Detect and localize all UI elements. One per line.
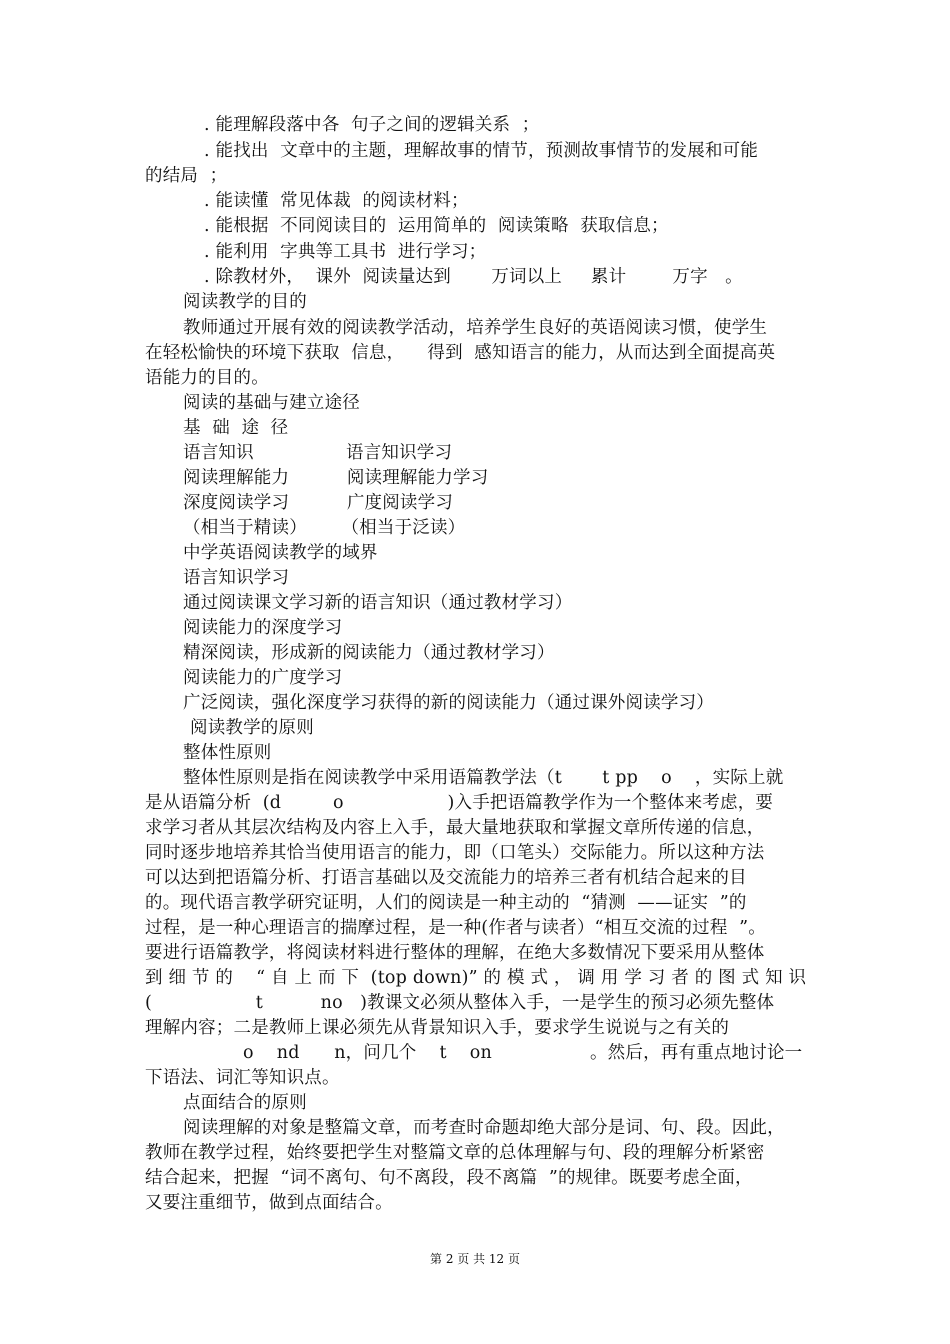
text-line: 点面结合的原则 <box>183 1093 307 1113</box>
text-line: 语言知识学习 <box>183 568 290 588</box>
text-line: 基 础 途 径 <box>183 418 289 438</box>
text-line: 在轻松愉快的环境下获取 信息， 得到 感知语言的能力，从而达到全面提高英 <box>145 343 776 363</box>
text-line: . 能利用 字典等工具书 进行学习； <box>204 242 487 262</box>
text-line: 深度阅读学习 广度阅读学习 <box>183 493 454 513</box>
text-line: 同时逐步地培养其恰当使用语言的能力，即（口笔头）交际能力。所以这种方法 <box>145 843 765 863</box>
text-line: 整体性原则 <box>183 743 272 763</box>
text-line: 教师通过开展有效的阅读教学活动，培养学生良好的英语阅读习惯，使学生 <box>183 318 768 338</box>
text-line: 阅读教学的原则 <box>190 718 314 738</box>
text-line: 阅读能力的深度学习 <box>183 618 343 638</box>
text-line: 精深阅读，形成新的阅读能力（通过教材学习） <box>183 643 555 663</box>
text-line: 下语法、词汇等知识点。 <box>145 1068 340 1088</box>
text-line: 教师在教学过程，始终要把学生对整篇文章的总体理解与句、段的理解分析紧密 <box>145 1143 765 1163</box>
text-line: 到 细 节 的 “ 自 上 而 下 (top down)” 的 模 式 ， 调 用 学 习 者 的 图 式 知 识 <box>145 968 807 988</box>
text-line: . 能根据 不同阅读目的 运用简单的 阅读策略 获取信息； <box>204 216 669 236</box>
text-line: . 除教材外， 课外 阅读量达到 万词以上 累计 万字 。 <box>204 267 743 287</box>
text-line: 要进行语篇教学，将阅读材料进行整体的理解，在绝大多数情况下要采用从整体 <box>145 943 765 963</box>
text-line: （相当于精读） （相当于泛读） <box>183 518 466 538</box>
text-line: 求学习者从其层次结构及内容上入手，最大量地获取和掌握文章所传递的信息， <box>145 818 765 838</box>
text-line: 又要注重细节，做到点面结合。 <box>145 1193 393 1213</box>
text-line: . 能理解段落中各 句子之间的逻辑关系 ； <box>204 115 540 135</box>
text-line: 过程，是一种心理语言的揣摩过程，是一种(作者与读者）“相互交流的过程 ”。 <box>145 918 766 938</box>
text-line: ( t no )教课文必须从整体入手，一是学生的预习必须先整体 <box>145 993 775 1013</box>
text-line: 理解内容；二是教师上课必须先从背景知识入手，要求学生说说与之有关的 <box>145 1018 730 1038</box>
text-line: 阅读教学的目的 <box>183 292 307 312</box>
text-line: 阅读理解的对象是整篇文章，而考查时命题却绝大部分是词、句、段。因此， <box>183 1118 785 1138</box>
text-line: . 能读懂 常见体裁 的阅读材料； <box>204 191 469 211</box>
text-line: 语言知识 语言知识学习 <box>183 443 453 463</box>
text-line: 广泛阅读，强化深度学习获得的新的阅读能力（通过课外阅读学习） <box>183 693 714 713</box>
text-line: 整体性原则是指在阅读教学中采用语篇教学法（t t pp o ，实际上就 <box>183 768 784 788</box>
text-line: 语能力的目的。 <box>145 368 269 388</box>
text-line: o nd n，问几个 t on 。然后，再有重点地讨论一 <box>145 1043 803 1063</box>
text-line: 阅读能力的广度学习 <box>183 668 343 688</box>
text-line: 的。现代语言教学研究证明，人们的阅读是一种主动的 “猜测 ——证实 ”的 <box>145 893 747 913</box>
text-line: 是从语篇分析 (d o )入手把语篇教学作为一个整体来考虑，要 <box>145 793 774 813</box>
text-line: 的结局 ； <box>145 166 228 186</box>
text-line: 结合起来，把握 “词不离句、句不离段，段不离篇 ”的规律。既要考虑全面， <box>145 1168 753 1188</box>
page-footer: 第 2 页 共 12 页 <box>430 1252 520 1266</box>
text-line: 阅读的基础与建立途径 <box>183 393 360 413</box>
text-line: 中学英语阅读教学的域界 <box>183 543 378 563</box>
text-line: 通过阅读课文学习新的语言知识（通过教材学习） <box>183 593 573 613</box>
text-line: 可以达到把语篇分析、打语言基础以及交流能力的培养三者有机结合起来的目 <box>145 868 747 888</box>
text-line: 阅读理解能力 阅读理解能力学习 <box>183 468 489 488</box>
text-line: . 能找出 文章中的主题，理解故事的情节，预测故事情节的发展和可能 <box>204 141 759 161</box>
